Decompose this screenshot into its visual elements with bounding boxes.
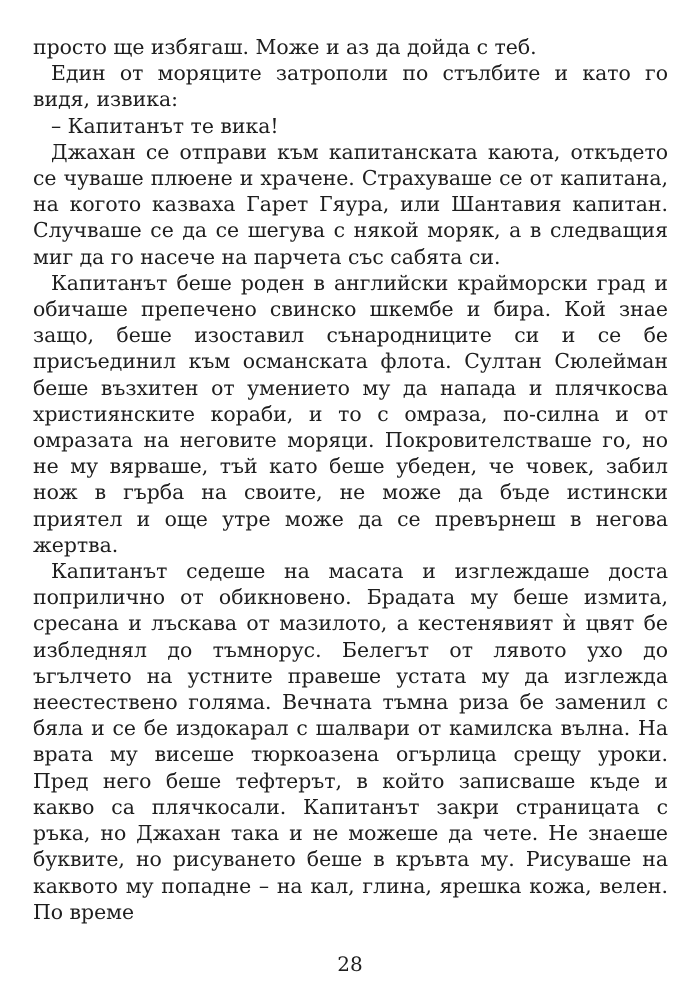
paragraph-6: Капитанът седеше на масата и изглеждаше доста поприлично от обикновено. Брадата му беше измита, сресана и лъскава от мазилото, а кестенявият ѝ цвят бе избледнял до тъмнорус. Белегът от лявото ухо до ъгълчето на устните правеше устата му да изглежда неестествено голяма. Вечната тъмна риза бе заменил с бяла и се бе издокарал с шалвари от камилска вълна. На врата му висеше тюркоазена огърлица срещу уроки. Пред него беше тефтерът, в който записваше къде и какво са плячкосали. Капитанът закри страницата с ръка, но Джахан така и не можеше да чете. Не знаеше буквите, но рисуването беше в кръвта му. Рисуваше на каквото му попадне – на кал, глина, ярешка кожа, велен. По време <box>33 559 668 924</box>
paragraph-4: Джахан се отправи към капитанската каюта, откъдето се чуваше плюене и храчене. Страхуваше се от капитана, на когото казваха Гарет Гяура, или Шантавия капитан. Случваше се да се шегува с някой моряк, а в следващия миг да го насече на парчета със сабята си. <box>33 139 668 269</box>
paragraph-2: Един от моряците затрополи по стълбите и като го видя, извика: <box>33 61 668 112</box>
paragraph-3: – Капитанът те вика! <box>51 113 279 138</box>
page-body <box>33 34 668 925</box>
paragraph-1: просто ще избягаш. Може и аз да дойда с теб. <box>33 35 537 59</box>
paragraph-5: Капитанът беше роден в английски крайморски град и обичаше препечено свинско шкембе и бира. Кой знае защо, беше изоставил сънародниците си и се бе присъединил към османската флота. Султан Сюлейман беше възхитен от умението му да напада и плячкосва християнските кораби, и то с омраза, по-силна и от омразата на неговите моряци. Покровителстваше го, но не му вярваше, тъй като беше убеден, че човек, забил нож в гърба на своите, не може да бъде истински приятел и още утре може да се превърнеш в негова жертва. <box>33 270 668 557</box>
page-number: 28 <box>337 952 363 976</box>
